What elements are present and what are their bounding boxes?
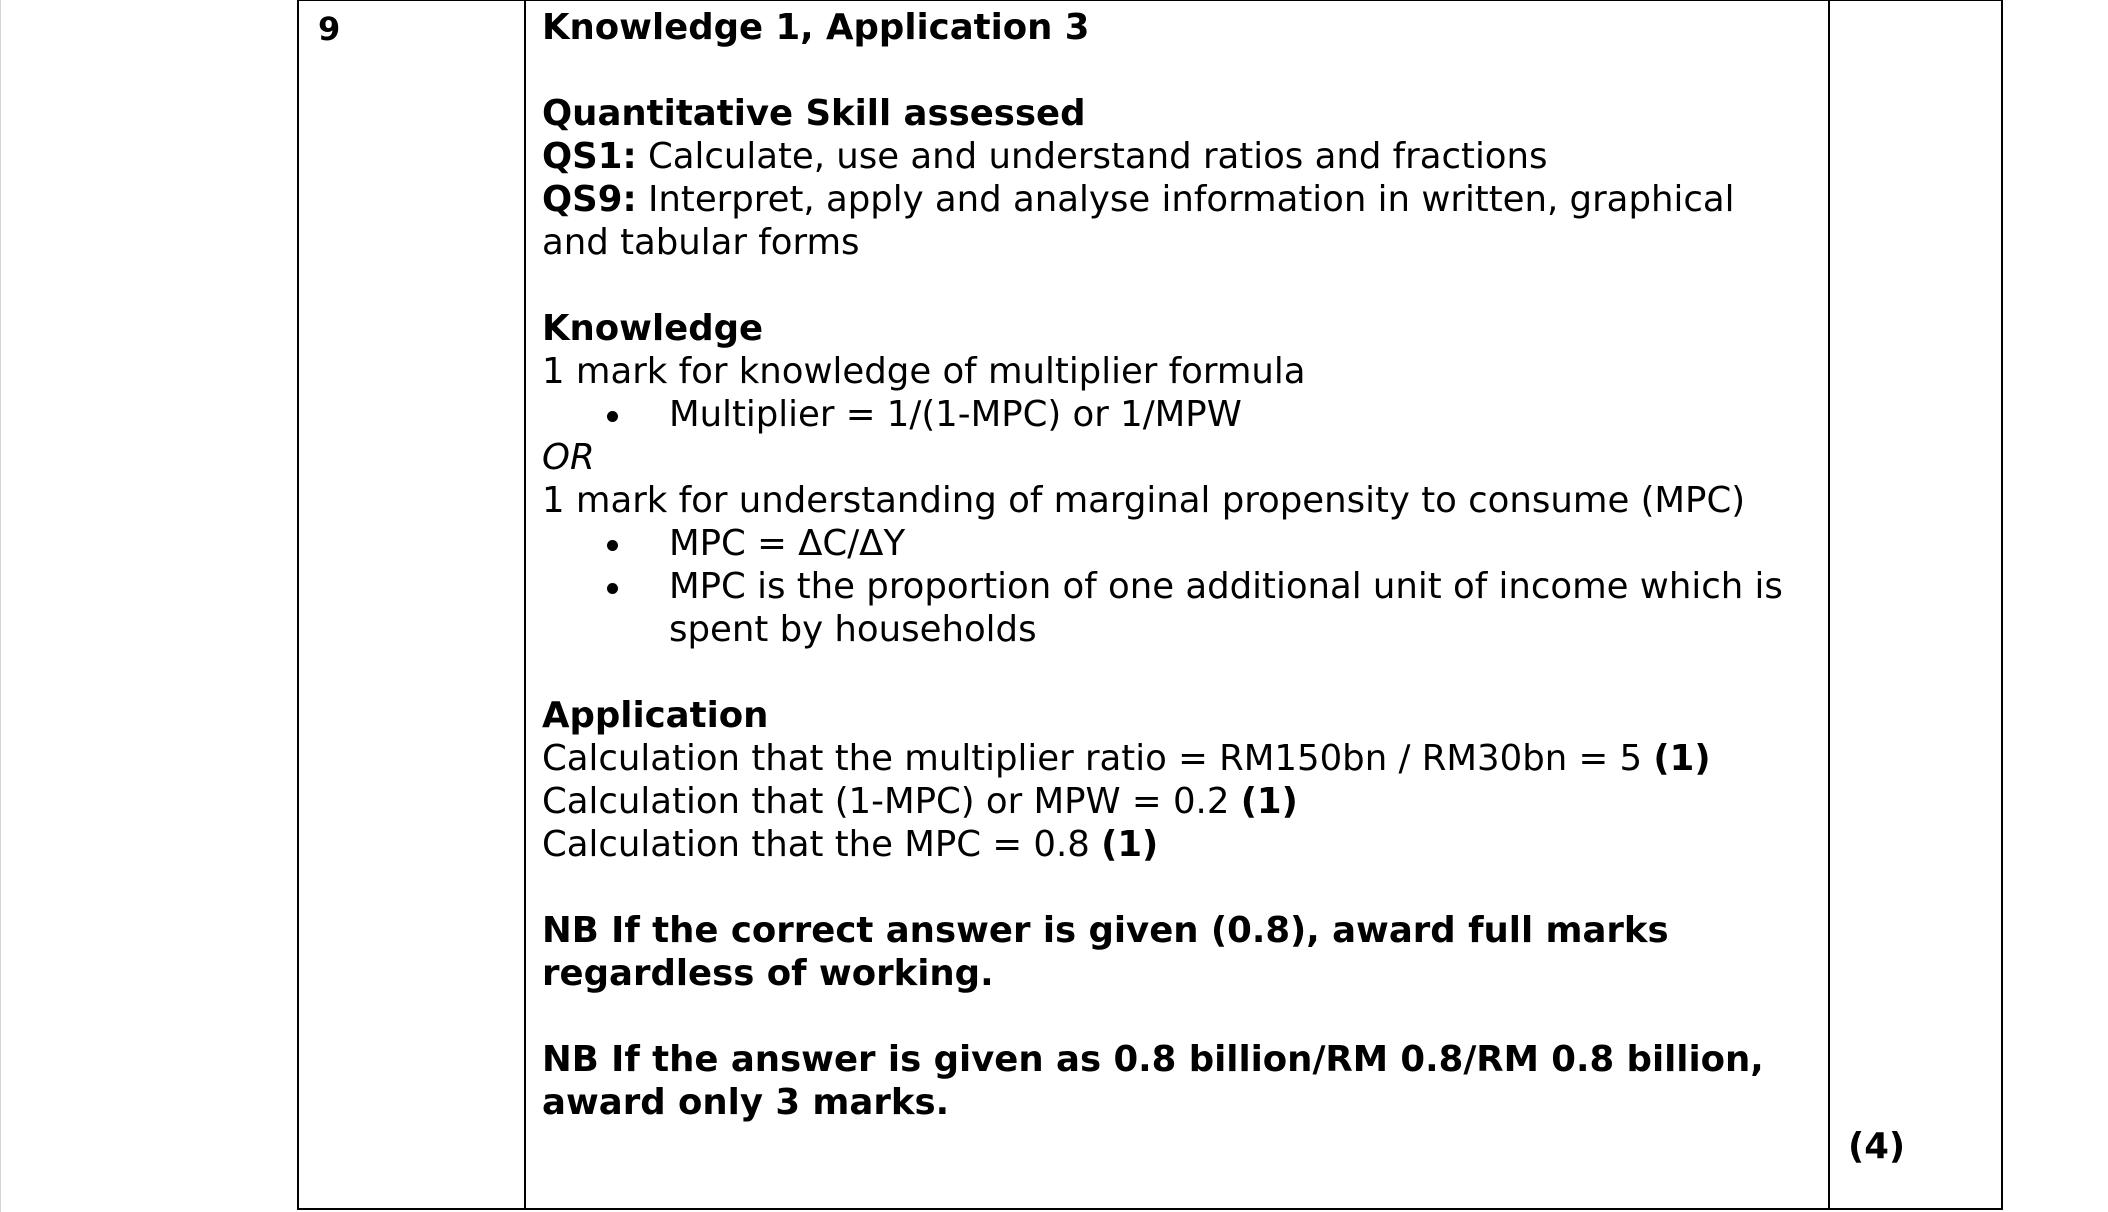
or-label: OR	[542, 437, 595, 478]
qs-text: Interpret, apply and analyse information in written, graphical and tabular forms	[542, 179, 1735, 263]
column-divider	[1828, 1, 1830, 1208]
qs-item	[542, 178, 1792, 264]
knowledge-line: 1 mark for understanding of marginal propensity to consume (MPC)	[542, 480, 1746, 521]
qs-heading: Quantitative Skill assessed	[542, 93, 1086, 134]
total-mark: (4)	[1848, 1126, 1906, 1167]
bullet-item: Multiplier = 1/(1-MPC) or 1/MPW	[542, 393, 1792, 436]
application-heading: Application	[542, 695, 769, 736]
application-line	[542, 780, 1792, 823]
qs-text: Calculate, use and understand ratios and fractions	[636, 136, 1548, 177]
bullet-item: MPC is the proportion of one additional unit of income which is spent by households	[542, 565, 1792, 651]
application-line	[542, 823, 1792, 866]
knowledge-heading: Knowledge	[542, 308, 764, 349]
application-text: Calculation that the MPC = 0.8	[542, 824, 1102, 865]
application-text: Calculation that the multiplier ratio = RM150bn / RM30bn = 5	[542, 738, 1654, 779]
application-text: Calculation that (1-MPC) or MPW = 0.2	[542, 781, 1241, 822]
bullet-item: MPC = ΔC/ΔY	[542, 522, 1792, 565]
marks-allocation-header: Knowledge 1, Application 3	[542, 7, 1090, 48]
column-divider	[524, 1, 526, 1208]
mark-badge: (1)	[1240, 781, 1298, 822]
knowledge-line: 1 mark for knowledge of multiplier formula	[542, 351, 1306, 392]
qs-code: QS9:	[542, 179, 637, 220]
application-line	[542, 737, 1792, 780]
knowledge-bullets	[542, 393, 1792, 436]
qs-item	[542, 135, 1792, 178]
mpc-bullets	[542, 522, 1792, 651]
guidance-cell	[542, 6, 1792, 1124]
mark-badge: (1)	[1653, 738, 1711, 779]
note: NB If the correct answer is given (0.8), award full marks regardless of working.	[542, 910, 1669, 994]
qs-code: QS1:	[542, 136, 637, 177]
mark-badge: (1)	[1101, 824, 1159, 865]
page-edge	[0, 0, 1, 1212]
question-number: 9	[318, 10, 341, 48]
note: NB If the answer is given as 0.8 billion/RM 0.8/RM 0.8 billion, award only 3 marks.	[542, 1039, 1764, 1123]
